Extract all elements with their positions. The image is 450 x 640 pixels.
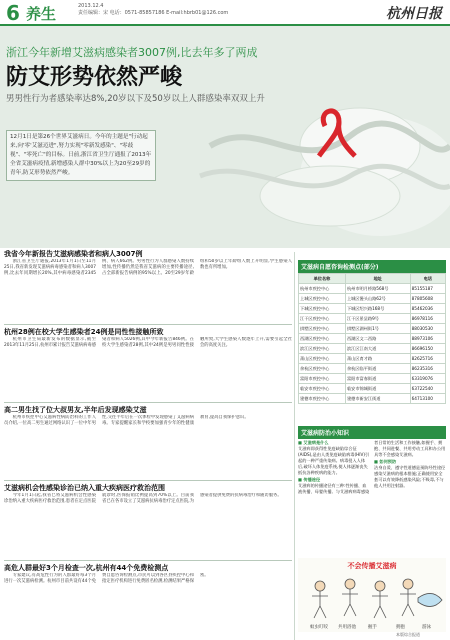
illustration-label: 蚊虫叮咬 <box>310 625 328 630</box>
issue-date: 2013.12.4 <box>78 3 104 9</box>
table-row <box>299 304 446 314</box>
page-number: 6 <box>6 1 20 25</box>
header-meta <box>78 3 228 17</box>
article-body-5: 专家建议,有高危性行为的人群最好每3个月进行一次艾滋病检测。杭州市目前共设有44个免费自愿咨询检测点,市民可以到各区县疾控中心和指定医疗机构进行免费匿名检测,检测结果严格保密。 <box>4 573 209 585</box>
table-cell: 下城区绍兴路168号 <box>345 304 410 314</box>
article-title-3: 高二男生找了位大叔男友,半年后发现感染艾滋 <box>4 406 147 414</box>
table-row <box>299 384 446 394</box>
item-heading: ■ 传播途径 <box>298 477 321 482</box>
table-cell: 西湖区疾控中心 <box>299 334 346 344</box>
item-text: 艾滋病的传播途径有三种:性传播、血液传播、母婴传播。与艾滋病病毒感染者日常的生活和工作接触,如握手、拥抱、共同进餐、共用劳动工具和办公用具等不会感染艾滋病。 <box>298 440 446 494</box>
table-title: 艾滋病自愿咨询检测点(部分) <box>298 260 446 273</box>
illustration-label: 共用浴池 <box>338 625 356 630</box>
table-cell: 富阳市富春街道 <box>345 374 410 384</box>
table-row <box>299 334 446 344</box>
table-cell: 杭州市明月桥路568号 <box>345 284 410 294</box>
table-cell: 88030530 <box>410 324 445 334</box>
table-cell: 82625716 <box>410 354 445 364</box>
lead-paragraph: 12月1日是第26个世界艾滋病日。今年的主题是"行动起来,向'零'艾滋迈进",努力实现"零新发感染"、"零歧视"、"零死亡"的目标。日前,浙江省卫生厅通报了2013年全省艾滋病疫情,新增感染人群中30%以上为20至29岁的青年,防艾形势依然严峻。 <box>6 130 156 181</box>
table-cell: 拱墅区疾控中心 <box>299 324 346 334</box>
table-row <box>299 314 446 324</box>
table-row <box>299 284 446 294</box>
article-title-4: 艾滋病机会性感染诊治已纳入重大疾病医疗救治范围 <box>4 484 165 492</box>
list-item <box>298 440 370 476</box>
table-cell: 建德市新安江街道 <box>345 394 410 404</box>
table-header-row <box>299 274 446 284</box>
table-cell: 85155187 <box>410 284 445 294</box>
section-name: 养生 <box>26 5 57 23</box>
table-cell: 86696150 <box>410 344 445 354</box>
divider <box>4 560 292 561</box>
divider <box>4 480 292 481</box>
column-header: 地址 <box>345 274 410 284</box>
newspaper-brand: 杭州日报 <box>386 6 442 22</box>
testing-sites-table <box>298 260 446 404</box>
data-table <box>298 273 446 404</box>
table-cell: 下城区疾控中心 <box>299 304 346 314</box>
source-note: 本版综合报道 <box>396 632 420 637</box>
editor-contact: 责任编辑：宋 电话：0571-85857186 E-mail:hbrb01@126.com <box>78 10 229 16</box>
divider <box>4 402 292 403</box>
illustration-label: 游泳 <box>422 625 431 630</box>
table-cell: 拱墅区湖州街1号 <box>345 324 410 334</box>
list-item <box>374 459 446 489</box>
table-cell: 滨江区江南大道 <box>345 344 410 354</box>
table-cell: 萧山区育才路 <box>345 354 410 364</box>
column-header: 单位名称 <box>299 274 346 284</box>
headline-kicker: 浙江今年新增艾滋病感染者3007例,比去年多了两成 <box>6 46 258 59</box>
table-cell: 建德市疾控中心 <box>299 394 346 404</box>
divider <box>4 324 292 325</box>
table-row <box>299 294 446 304</box>
table-cell: 85462036 <box>410 304 445 314</box>
table-cell: 杭州市疾控中心 <box>299 284 346 294</box>
item-text: 艾滋病即获得性免疫缺陷综合征(AIDS),是由人类免疫缺陷病毒(HIV)引起的一种严重传染病。病毒侵入人体后,破坏人体免疫系统,使人体逐渐丧失抵抗各种疾病的能力。 <box>298 446 370 475</box>
article-title-5: 高危人群最好3个月检查一次,杭州有44个免费检测点 <box>4 564 169 572</box>
table-row <box>299 374 446 384</box>
article-title-2: 杭州28例在校大学生感染者24例是同性性接触所致 <box>4 328 164 336</box>
article-body-3: 杭州市疾控中心艾滋病性病防治科的工作人员介绍,一位高二男生通过网络认识了一位中年男性,交往半年后在一次体检中发现感染了艾滋病病毒。专家提醒家长和学校要加强青少年的性健康教育,提高自我保护意识。 <box>4 415 249 427</box>
page-header <box>0 0 450 26</box>
table-row <box>299 394 446 404</box>
hero-banner <box>0 26 450 248</box>
table-cell: 临安市疾控中心 <box>299 384 346 394</box>
item-heading: ■ 如何预防 <box>374 459 397 464</box>
table-cell: 87805608 <box>410 294 445 304</box>
table-cell: 上城区馒头山路62号 <box>345 294 410 304</box>
table-cell: 萧山区疾控中心 <box>299 354 346 364</box>
column-header: 电话 <box>410 274 445 284</box>
page-headline: 防艾形势依然严峻 <box>6 65 183 90</box>
table-row <box>299 344 446 354</box>
table-cell: 富阳市疾控中心 <box>299 374 346 384</box>
sidebar-title: 艾滋病防治小知识 <box>298 426 446 439</box>
table-cell: 西湖区文二西路 <box>345 334 410 344</box>
table-cell: 江干区景昙路9号 <box>345 314 410 324</box>
table-row <box>299 324 446 334</box>
no-transmission-illustration <box>298 558 446 632</box>
article-body-1: 浙江省卫生厅通报,2013年1月1日至11月25日,我省新发现艾滋病病毒感染者和病人3007例,比去年同期增长20%,其中病毒感染者2345例、病人662例。男男性行为人群感染人数持续增加,性传播仍然是我省艾滋病的主要传播途径,占全部新报告病例的95%以上。20至29岁年龄组和50岁以上年龄组人数上升明显,学生感染人数也有所增加。 <box>4 259 292 277</box>
article-body-4: 今年1月1日起,我省已将艾滋病机会性感染诊治纳入重大疾病医疗救治范围,患者在定点医院就诊时,医保报销比例提高到70%以上。目前我省已在各市设立了艾滋病抗病毒治疗定点医院,为感染者提供免费的抗病毒治疗和随访服务。 <box>4 493 282 505</box>
table-cell: 临安市锦城街道 <box>345 384 410 394</box>
table-cell: 余杭区临平街道 <box>345 364 410 374</box>
table-cell: 滨江区疾控中心 <box>299 344 346 354</box>
table-cell: 余杭区疾控中心 <box>299 364 346 374</box>
table-cell: 63319076 <box>410 374 445 384</box>
table-row <box>299 364 446 374</box>
table-cell: 86235316 <box>410 364 445 374</box>
table-cell: 86978116 <box>410 314 445 324</box>
sidebar-body <box>298 440 446 558</box>
table-row <box>299 354 446 364</box>
column-divider <box>294 252 295 640</box>
article-body-2: 杭州市卫生局最新发布的数据显示,截至2013年11月25日,杭州市累计报告艾滋病病毒感染者和病人5026例,其中今年新报告846例。在校大学生感染者28例,其中24例是男男同性性接触所致,大学生感染人数逐年上升,需要引起全社会的高度关注。 <box>4 337 292 349</box>
item-text: 洁身自爱、遵守性道德是预防经性途径感染艾滋病的根本措施;正确使用安全套可以有效降低感染风险;不吸毒,不与他人共用注射器。 <box>374 465 446 488</box>
headline-deck: 男男性行为者感染率达8%,20岁以下及50岁以上人群感染率双双上升 <box>6 94 265 104</box>
table-cell: 63722540 <box>410 384 445 394</box>
illustration-label: 握手 <box>368 625 377 630</box>
table-cell: 江干区疾控中心 <box>299 314 346 324</box>
table-cell: 上城区疾控中心 <box>299 294 346 304</box>
article-title-1: 我省今年新报告艾滋病感染者和病人3007例 <box>4 250 143 258</box>
item-heading: ■ 艾滋病是什么 <box>298 440 329 445</box>
illustration-label: 拥抱 <box>396 625 405 630</box>
table-cell: 64713100 <box>410 394 445 404</box>
illustration-caption: 不会传播艾滋病 <box>347 562 397 570</box>
table-cell: 88973106 <box>410 334 445 344</box>
